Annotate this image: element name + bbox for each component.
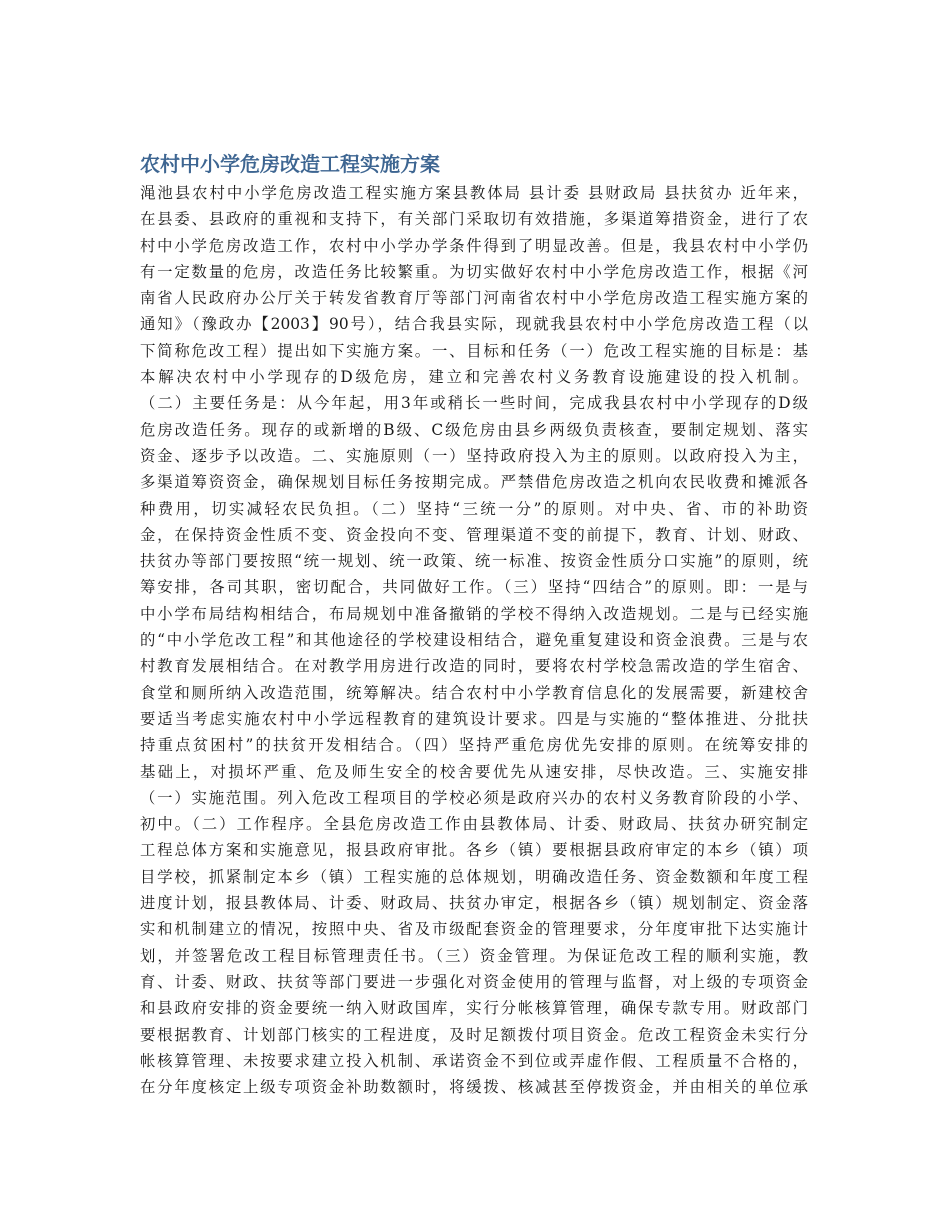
body-line: 的“中小学危改工程”和其他途径的学校建设相结合，避免重复建设和资金浪费。三是与农 <box>140 631 808 650</box>
body-line: 本解决农村中小学现存的D级危房，建立和完善农村义务教育设施建设的投入机制。 <box>140 368 808 387</box>
body-line: 村教育发展相结合。在对教学用房进行改造的同时，要将农村学校急需改造的学生宿舍、 <box>140 657 808 676</box>
body-line: 要适当考虑实施农村中小学远程教育的建筑设计要求。四是与实施的“整体推进、分批扶 <box>140 709 808 728</box>
body-line: 基础上，对损坏严重、危及师生安全的校舍要优先从速安排，尽快改造。三、实施安排 <box>140 762 808 781</box>
body-line: 进度计划，报县教体局、计委、财政局、扶贫办审定，根据各乡（镇）规划制定、资金落 <box>140 894 808 913</box>
body-line: 实和机制建立的情况，按照中央、省及市级配套资金的管理要求，分年度审批下达实施计 <box>140 920 808 939</box>
document-body <box>140 180 808 1100</box>
body-line: （一）实施范围。列入危改工程项目的学校必须是政府兴办的农村义务教育阶段的小学、 <box>140 788 808 807</box>
body-line: 资金、逐步予以改造。二、实施原则（一）坚持政府投入为主的原则。以政府投入为主， <box>140 446 808 465</box>
body-line: 南省人民政府办公厅关于转发省教育厅等部门河南省农村中小学危房改造工程实施方案的 <box>140 289 808 308</box>
body-line: 有一定数量的危房，改造任务比较繁重。为切实做好农村中小学危房改造工作，根据《河 <box>140 262 808 281</box>
body-line: 育、计委、财政、扶贫等部门要进一步强化对资金使用的管理与监督，对上级的专项资金 <box>140 972 808 991</box>
body-line: 和县政府安排的资金要统一纳入财政国库，实行分帐核算管理，确保专款专用。财政部门 <box>140 999 808 1018</box>
body-line: 在分年度核定上级专项资金补助数额时，将缓拨、核减甚至停拨资金，并由相关的单位承 <box>140 1078 808 1097</box>
body-line: 中小学布局结构相结合，布局规划中准备撤销的学校不得纳入改造规划。二是与已经实施 <box>140 604 808 623</box>
body-line: 渑池县农村中小学危房改造工程实施方案县教体局 县计委 县财政局 县扶贫办 近年来， <box>140 184 808 202</box>
body-line: 村中小学危房改造工作，农村中小学办学条件得到了明显改善。但是，我县农村中小学仍 <box>140 236 808 255</box>
body-line: 金，在保持资金性质不变、资金投向不变、管理渠道不变的前提下，教育、计划、财政、 <box>140 525 808 544</box>
body-line: 扶贫办等部门要按照“统一规划、统一政策、统一标准、按资金性质分口实施”的原则，统 <box>140 552 808 571</box>
body-line: 持重点贫困村”的扶贫开发相结合。（四）坚持严重危房优先安排的原则。在统筹安排的 <box>140 736 808 755</box>
body-line: 初中。（二）工作程序。全县危房改造工作由县教体局、计委、财政局、扶贫办研究制定 <box>140 815 808 834</box>
body-line: 目学校，抓紧制定本乡（镇）工程实施的总体规划，明确改造任务、资金数额和年度工程 <box>140 867 808 886</box>
body-line: 通知》（豫政办【2003】90号），结合我县实际，现就我县农村中小学危房改造工程（以 <box>140 315 808 334</box>
body-line: 帐核算管理、未按要求建立投入机制、承诺资金不到位或弄虚作假、工程质量不合格的， <box>140 1051 808 1070</box>
body-line: 工程总体方案和实施意见，报县政府审批。各乡（镇）要根据县政府审定的本乡（镇）项 <box>140 841 808 860</box>
body-line: （二）主要任务是：从今年起，用3年或稍长一些时间，完成我县农村中小学现存的D级 <box>140 394 808 413</box>
body-line: 多渠道筹资资金，确保规划目标任务按期完成。严禁借危房改造之机向农民收费和摊派各 <box>140 473 808 492</box>
body-line: 划，并签署危改工程目标管理责任书。（三）资金管理。为保证危改工程的顺利实施，教 <box>140 946 808 965</box>
body-line: 要根据教育、计划部门核实的工程进度，及时足额拨付项目资金。危改工程资金未实行分 <box>140 1025 808 1044</box>
body-line: 危房改造任务。现存的或新增的B级、C级危房由县乡两级负责核查，要制定规划、落实 <box>140 420 808 439</box>
body-line: 食堂和厕所纳入改造范围，统筹解决。结合农村中小学教育信息化的发展需要，新建校舍 <box>140 683 808 702</box>
body-line: 种费用，切实减轻农民负担。（二）坚持“三统一分”的原则。对中央、省、市的补助资 <box>140 499 808 518</box>
body-line: 在县委、县政府的重视和支持下，有关部门采取切有效措施，多渠道筹措资金，进行了农 <box>140 210 808 229</box>
body-line: 筹安排，各司其职，密切配合，共同做好工作。（三）坚持“四结合”的原则。即：一是与 <box>140 578 808 597</box>
body-line: 下简称危改工程）提出如下实施方案。一、目标和任务（一）危改工程实施的目标是：基 <box>140 341 808 360</box>
document-title: 农村中小学危房改造工程实施方案 <box>140 152 440 176</box>
